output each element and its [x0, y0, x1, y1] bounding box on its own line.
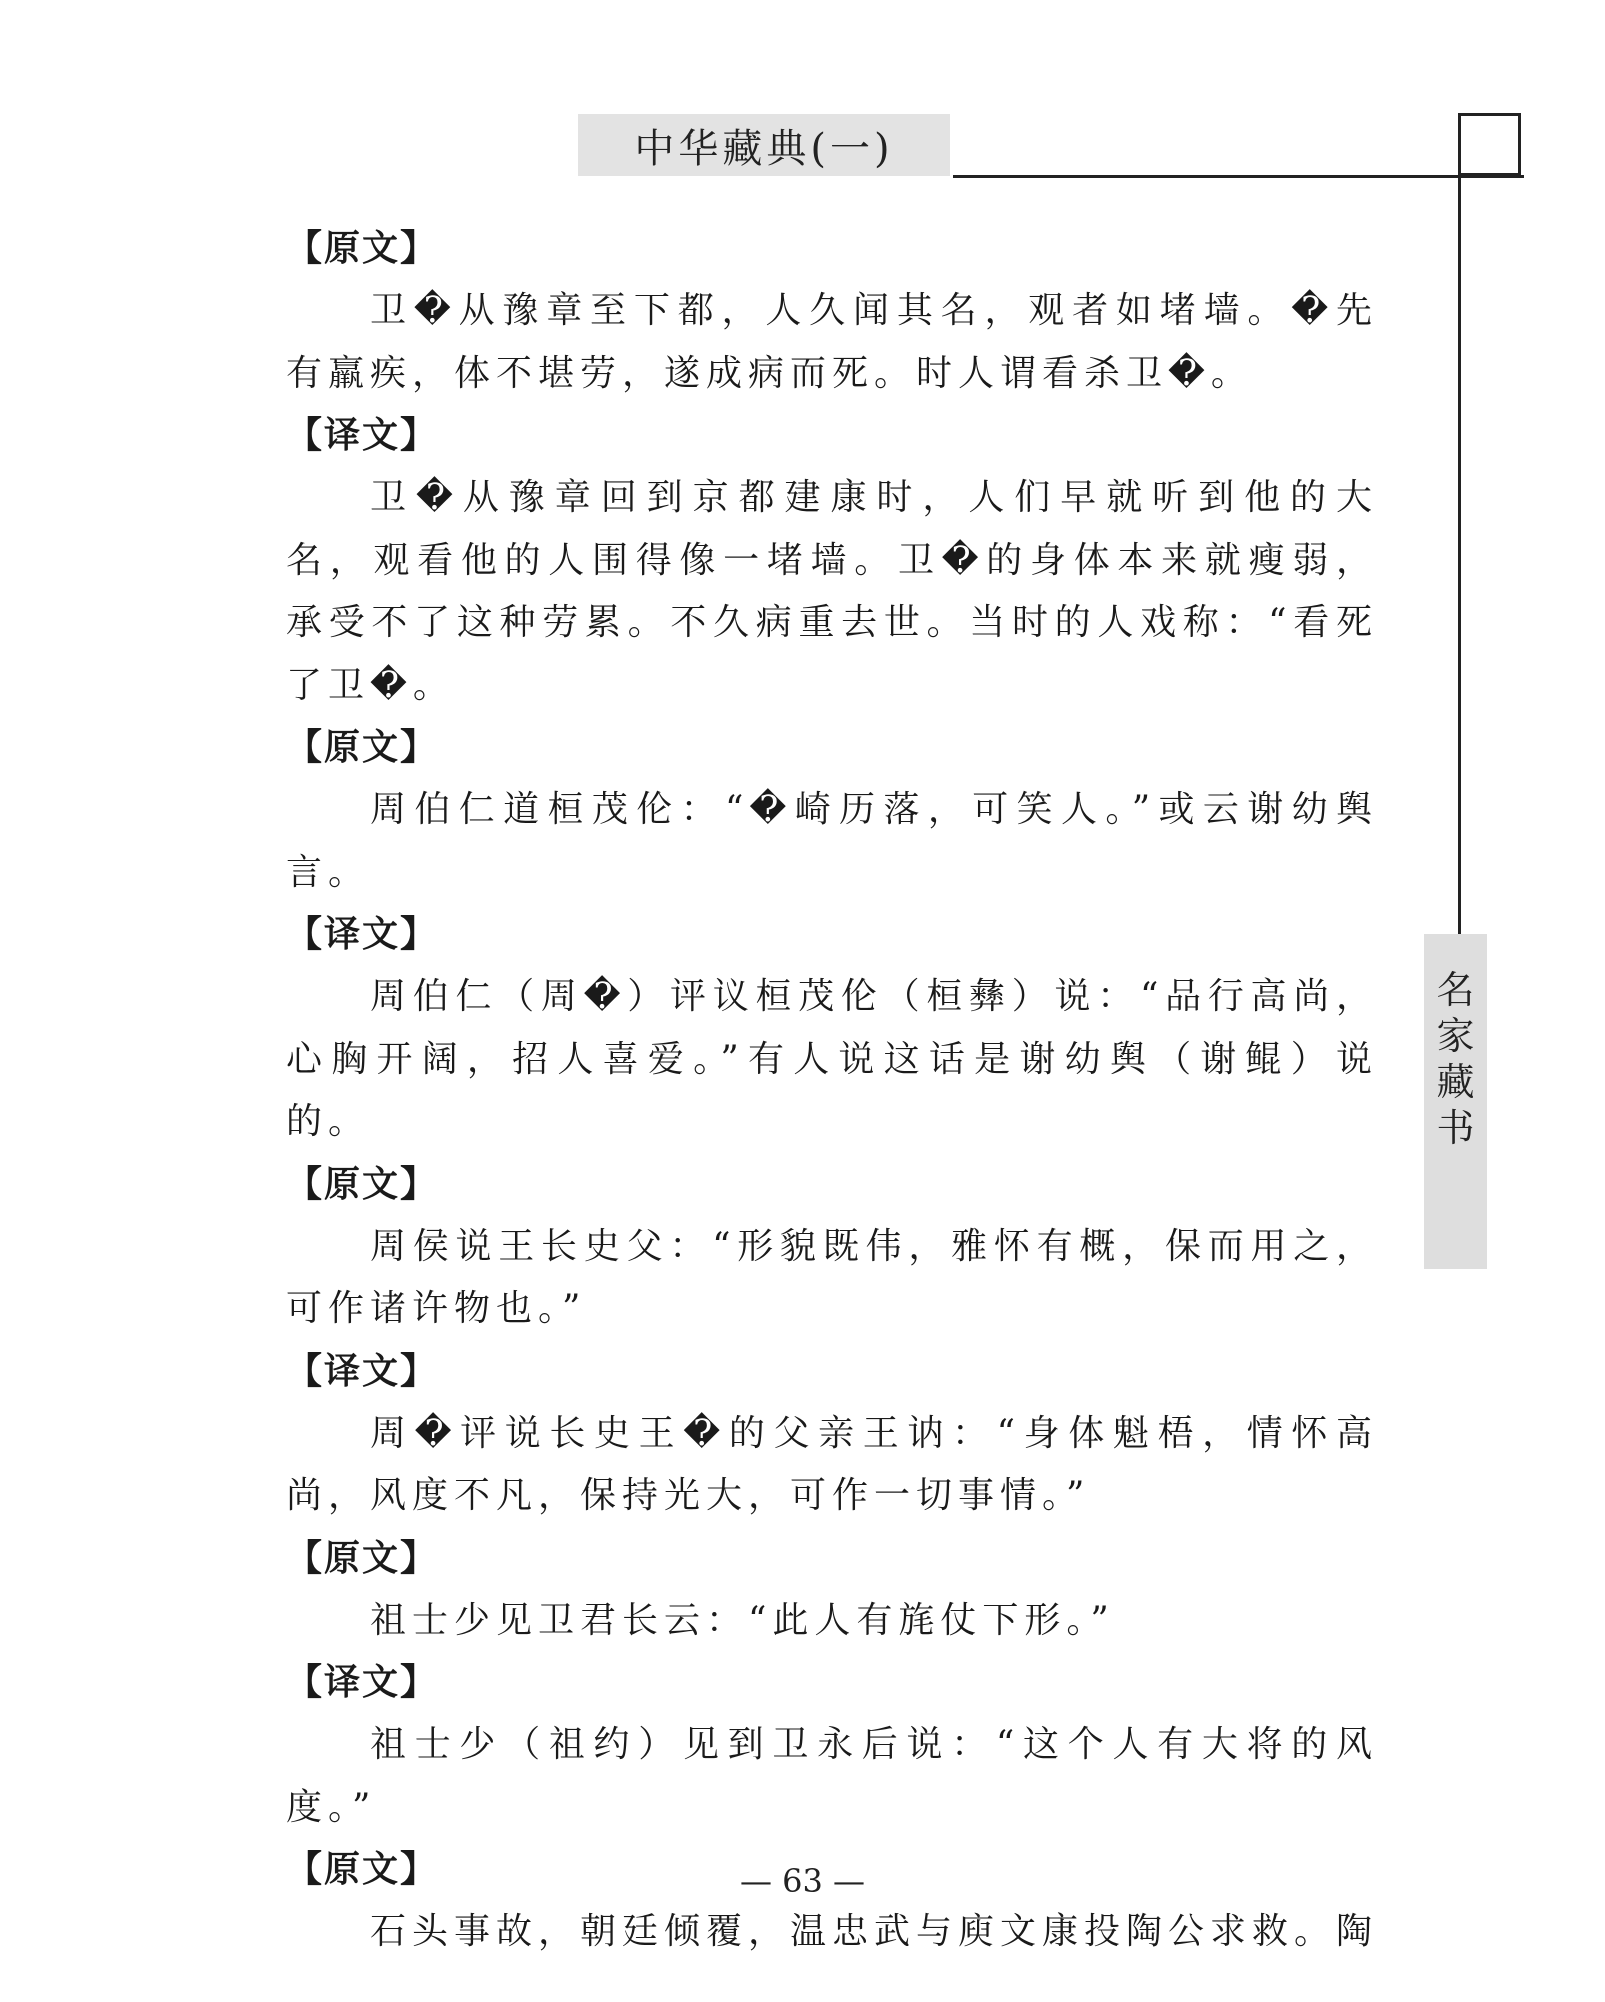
paragraph: 周伯仁（周�）评议桓茂伦（桓彝）说：“品行高尚，心胸开阔，招人喜爱。”有人说这话是谢幼舆（谢鲲）说的。 — [286, 976, 1378, 1142]
text-block — [286, 1839, 1378, 1964]
corner-frame — [1458, 113, 1521, 176]
side-tab-char: 家 — [1436, 1014, 1475, 1058]
text-block — [286, 218, 1378, 405]
page-number: — 63 — — [739, 1862, 866, 1900]
header-rule — [953, 175, 1524, 178]
text-block — [286, 1154, 1378, 1341]
text-block — [286, 904, 1378, 1154]
paragraph: 祖士少见卫君长云：“此人有旄仗下形。” — [370, 1599, 1115, 1641]
paragraph: 周伯仁道桓茂伦：“�崎历落，可笑人。”或云谢幼舆言。 — [286, 789, 1378, 893]
section-label: 【原文】 — [286, 1537, 439, 1579]
side-section-tab — [1424, 934, 1487, 1269]
section-label: 【原文】 — [286, 727, 439, 768]
text-block — [286, 405, 1378, 717]
section-label: 【译文】 — [286, 1662, 439, 1703]
paragraph: 卫�从豫章至下都，人久闻其名，观者如堵墙。�先有羸疾，体不堪劳，遂成病而死。时人谓看杀卫�。 — [286, 290, 1378, 394]
section-label: 【译文】 — [286, 914, 439, 955]
side-rule — [1458, 176, 1461, 934]
side-tab-char: 藏 — [1436, 1060, 1475, 1104]
paragraph: 周�评说长史王�的父亲王讷：“身体魁梧，情怀高尚，风度不凡，保持光大，可作一切事情。” — [286, 1412, 1378, 1516]
running-header-title: 中华藏典(一) — [578, 114, 950, 176]
section-label: 【原文】 — [286, 228, 439, 269]
section-label: 【原文】 — [286, 1163, 439, 1205]
section-label: 【原文】 — [286, 1849, 439, 1890]
side-tab-char: 书 — [1436, 1106, 1475, 1150]
text-block — [286, 1341, 1378, 1528]
section-label: 【译文】 — [286, 415, 439, 456]
page-body — [286, 218, 1378, 1964]
side-tab-char: 名 — [1436, 968, 1475, 1012]
paragraph: 卫�从豫章回到京都建康时，人们早就听到他的大名，观看他的人围得像一堵墙。卫�的身体本来就瘦弱，承受不了这种劳累。不久病重去世。当时的人戏称：“看死了卫�。 — [286, 477, 1378, 706]
paragraph: 周侯说王长史父：“形貌既伟，雅怀有概，保而用之，可作诸许物也。” — [286, 1225, 1378, 1329]
paragraph: 祖士少（祖约）见到卫永后说：“这个人有大将的风度。” — [286, 1724, 1378, 1828]
paragraph: 石头事故，朝廷倾覆，温忠武与庾文康投陶公求救。陶 — [370, 1911, 1379, 1952]
section-label: 【译文】 — [286, 1350, 439, 1392]
text-block — [286, 1528, 1378, 1653]
text-block — [286, 717, 1378, 904]
text-block — [286, 1652, 1378, 1839]
